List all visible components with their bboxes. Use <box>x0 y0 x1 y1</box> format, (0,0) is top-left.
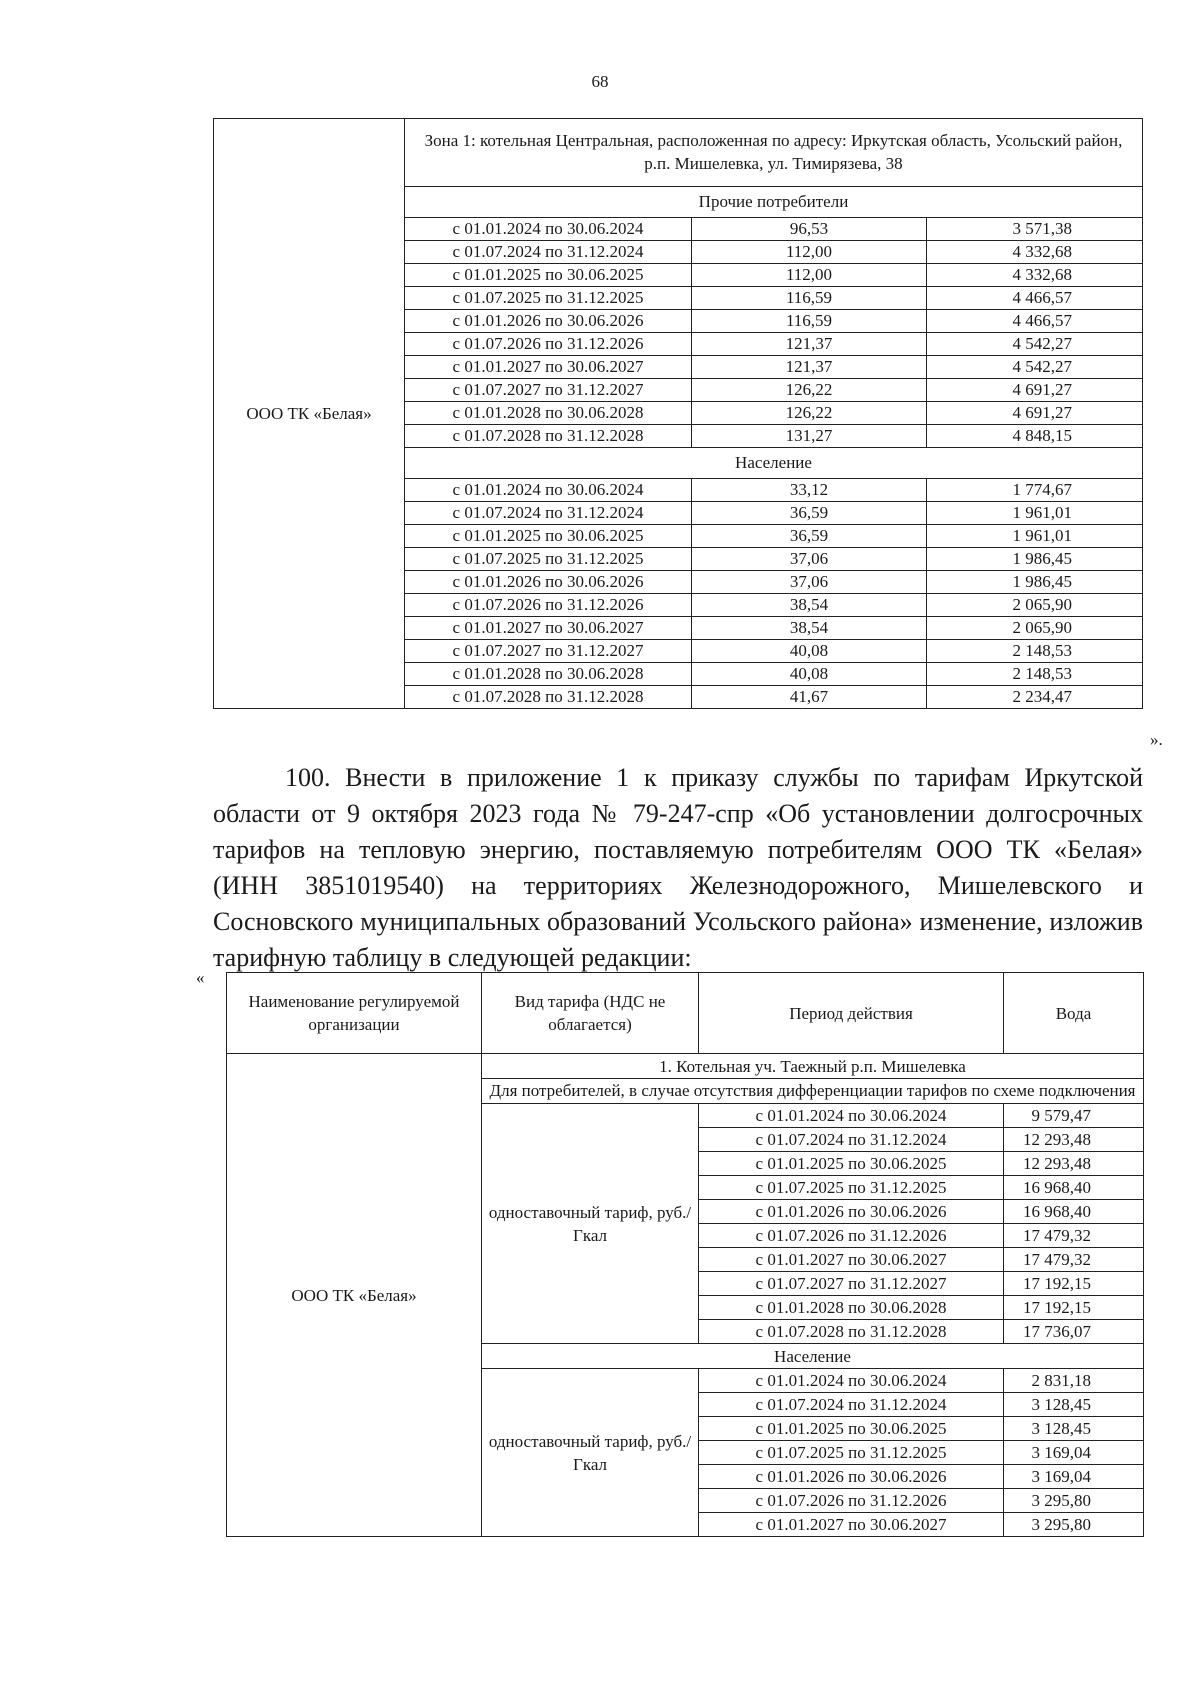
org-name: ООО ТК «Белая» <box>214 119 405 709</box>
water-cell: 3 128,45 <box>1004 1393 1144 1417</box>
water-cell: 17 736,07 <box>1004 1320 1144 1344</box>
water-cell: 17 192,15 <box>1004 1296 1144 1320</box>
water-cell: 16 968,40 <box>1004 1176 1144 1200</box>
section-title: Население <box>482 1344 1144 1369</box>
water-cell: 3 295,80 <box>1004 1513 1144 1537</box>
period-cell: с 01.01.2027 по 30.06.2027 <box>405 617 692 640</box>
header-water: Вода <box>1004 973 1144 1054</box>
tariff-cell: 36,59 <box>692 502 927 525</box>
tariff-cell: 40,08 <box>692 640 927 663</box>
header-tariff-type: Вид тарифа (НДС не облагается) <box>482 973 699 1054</box>
water-cell: 4 691,27 <box>927 402 1143 425</box>
period-cell: с 01.01.2028 по 30.06.2028 <box>405 663 692 686</box>
period-cell: с 01.07.2024 по 31.12.2024 <box>699 1128 1004 1152</box>
period-cell: с 01.07.2025 по 31.12.2025 <box>405 548 692 571</box>
tariff-cell: 116,59 <box>692 310 927 333</box>
period-cell: с 01.01.2024 по 30.06.2024 <box>699 1104 1004 1128</box>
period-cell: с 01.01.2024 по 30.06.2024 <box>405 479 692 502</box>
water-cell: 16 968,40 <box>1004 1200 1144 1224</box>
period-cell: с 01.07.2026 по 31.12.2026 <box>699 1224 1004 1248</box>
section-title: Население <box>405 448 1143 479</box>
tariff-cell: 37,06 <box>692 548 927 571</box>
water-cell: 2 148,53 <box>927 663 1143 686</box>
header-period: Период действия <box>699 973 1004 1054</box>
tariff-cell: 38,54 <box>692 594 927 617</box>
water-cell: 3 169,04 <box>1004 1465 1144 1489</box>
tariff-cell: 121,37 <box>692 333 927 356</box>
period-cell: с 01.07.2026 по 31.12.2026 <box>405 333 692 356</box>
tariff-cell: 126,22 <box>692 402 927 425</box>
closing-quote: ». <box>1150 730 1163 749</box>
water-cell: 4 332,68 <box>927 264 1143 287</box>
water-cell: 17 479,32 <box>1004 1224 1144 1248</box>
tariff-cell: 96,53 <box>692 218 927 241</box>
period-cell: с 01.01.2025 по 30.06.2025 <box>699 1417 1004 1441</box>
tariff-cell: 121,37 <box>692 356 927 379</box>
period-cell: с 01.01.2026 по 30.06.2026 <box>699 1465 1004 1489</box>
period-cell: с 01.07.2025 по 31.12.2025 <box>699 1176 1004 1200</box>
period-cell: с 01.01.2024 по 30.06.2024 <box>699 1369 1004 1393</box>
water-cell: 4 466,57 <box>927 287 1143 310</box>
water-cell: 1 961,01 <box>927 525 1143 548</box>
water-cell: 9 579,47 <box>1004 1104 1144 1128</box>
water-cell: 1 986,45 <box>927 548 1143 571</box>
period-cell: с 01.07.2024 по 31.12.2024 <box>405 502 692 525</box>
tariff-table-new <box>226 972 1144 1537</box>
water-cell: 12 293,48 <box>1004 1152 1144 1176</box>
water-cell: 2 234,47 <box>927 686 1143 709</box>
tariff-cell: 112,00 <box>692 241 927 264</box>
water-cell: 4 466,57 <box>927 310 1143 333</box>
period-cell: с 01.07.2026 по 31.12.2026 <box>405 594 692 617</box>
period-cell: с 01.07.2027 по 31.12.2027 <box>699 1272 1004 1296</box>
water-cell: 3 295,80 <box>1004 1489 1144 1513</box>
zone-row <box>214 119 1143 187</box>
period-cell: с 01.01.2026 по 30.06.2026 <box>405 310 692 333</box>
period-cell: с 01.07.2025 по 31.12.2025 <box>699 1441 1004 1465</box>
water-cell: 4 542,27 <box>927 333 1143 356</box>
period-cell: с 01.07.2028 по 31.12.2028 <box>699 1320 1004 1344</box>
period-cell: с 01.01.2027 по 30.06.2027 <box>699 1248 1004 1272</box>
tariff-cell: 112,00 <box>692 264 927 287</box>
period-cell: с 01.01.2026 по 30.06.2026 <box>405 571 692 594</box>
period-cell: с 01.07.2025 по 31.12.2025 <box>405 287 692 310</box>
period-cell: с 01.01.2025 по 30.06.2025 <box>699 1152 1004 1176</box>
period-cell: с 01.07.2028 по 31.12.2028 <box>405 425 692 448</box>
water-cell: 2 065,90 <box>927 617 1143 640</box>
period-cell: с 01.01.2025 по 30.06.2025 <box>405 264 692 287</box>
water-cell: 1 961,01 <box>927 502 1143 525</box>
water-cell: 4 332,68 <box>927 241 1143 264</box>
tariff-cell: 33,12 <box>692 479 927 502</box>
org-name: ООО ТК «Белая» <box>227 1054 482 1537</box>
tariff-type: одноставочный тариф, руб./Гкал <box>482 1369 699 1537</box>
tariff-cell: 40,08 <box>692 663 927 686</box>
period-cell: с 01.07.2027 по 31.12.2027 <box>405 379 692 402</box>
period-cell: с 01.07.2024 по 31.12.2024 <box>405 241 692 264</box>
water-cell: 2 831,18 <box>1004 1369 1144 1393</box>
tariff-cell: 41,67 <box>692 686 927 709</box>
period-cell: с 01.01.2027 по 30.06.2027 <box>405 356 692 379</box>
consumer-note: Для потребителей, в случае отсутствия дифференциации тарифов по схеме подключения <box>482 1079 1144 1104</box>
opening-quote: « <box>196 968 205 987</box>
period-cell: с 01.01.2028 по 30.06.2028 <box>405 402 692 425</box>
period-cell: с 01.01.2024 по 30.06.2024 <box>405 218 692 241</box>
period-cell: с 01.07.2026 по 31.12.2026 <box>699 1489 1004 1513</box>
water-cell: 3 571,38 <box>927 218 1143 241</box>
water-cell: 2 065,90 <box>927 594 1143 617</box>
period-cell: с 01.01.2026 по 30.06.2026 <box>699 1200 1004 1224</box>
water-cell: 4 848,15 <box>927 425 1143 448</box>
period-cell: с 01.01.2028 по 30.06.2028 <box>699 1296 1004 1320</box>
amendment-paragraph <box>213 760 1143 976</box>
period-cell: с 01.07.2027 по 31.12.2027 <box>405 640 692 663</box>
period-cell: с 01.07.2028 по 31.12.2028 <box>405 686 692 709</box>
period-cell: с 01.07.2024 по 31.12.2024 <box>699 1393 1004 1417</box>
water-cell: 4 691,27 <box>927 379 1143 402</box>
water-cell: 12 293,48 <box>1004 1128 1144 1152</box>
amendment-text: 100. Внести в приложение 1 к приказу службы по тарифам Иркутской области от 9 октября 2023 года № 79-247-спр «Об установлении долгосрочных тарифов на тепловую энергию, поставляемую потребителям ООО ТК «Белая» (ИНН 3851019540) на территориях Железнодорожного, Мишелевского и Сосновского муниципальных образований Усольского района» изменение, изложив тарифную таблицу в следующей редакции: <box>213 763 1143 972</box>
water-cell: 1 986,45 <box>927 571 1143 594</box>
tariff-type: одноставочный тариф, руб./Гкал <box>482 1104 699 1344</box>
header-org: Наименование регулируемой организации <box>227 973 482 1054</box>
period-cell: с 01.01.2027 по 30.06.2027 <box>699 1513 1004 1537</box>
period-cell: с 01.01.2025 по 30.06.2025 <box>405 525 692 548</box>
tariff-table-continued <box>213 118 1143 709</box>
boiler-row <box>227 1054 1144 1079</box>
water-cell: 2 148,53 <box>927 640 1143 663</box>
water-cell: 3 128,45 <box>1004 1417 1144 1441</box>
water-cell: 4 542,27 <box>927 356 1143 379</box>
boiler-title: 1. Котельная уч. Таежный р.п. Мишелевка <box>482 1054 1144 1079</box>
water-cell: 17 192,15 <box>1004 1272 1144 1296</box>
tariff-cell: 38,54 <box>692 617 927 640</box>
tariff-cell: 131,27 <box>692 425 927 448</box>
section-title: Прочие потребители <box>405 187 1143 218</box>
zone-title: Зона 1: котельная Центральная, расположенная по адресу: Иркутская область, Усольский район, р.п. Мишелевка, ул. Тимирязева, 38 <box>405 119 1143 187</box>
tariff-cell: 116,59 <box>692 287 927 310</box>
table-header-row <box>227 973 1144 1054</box>
tariff-cell: 36,59 <box>692 525 927 548</box>
water-cell: 1 774,67 <box>927 479 1143 502</box>
tariff-cell: 37,06 <box>692 571 927 594</box>
water-cell: 17 479,32 <box>1004 1248 1144 1272</box>
page-number: 68 <box>591 72 609 91</box>
water-cell: 3 169,04 <box>1004 1441 1144 1465</box>
tariff-cell: 126,22 <box>692 379 927 402</box>
